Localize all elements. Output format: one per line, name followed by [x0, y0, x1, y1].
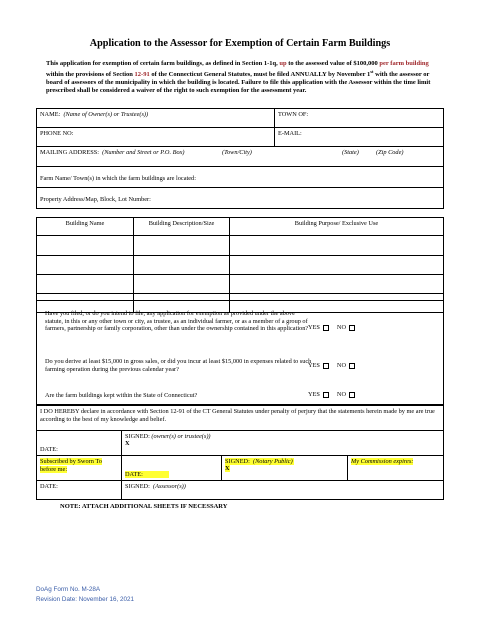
farm-name-label: Farm Name/ Town(s) in which the farm buildings are located: [40, 175, 196, 182]
building-cell[interactable] [134, 236, 230, 256]
town-city-hint: (Town/City) [222, 149, 252, 156]
owner-date-label: DATE: [40, 446, 58, 453]
q1-yes-checkbox[interactable] [323, 325, 329, 331]
attach-note: NOTE: ATTACH ADDITIONAL SHEETS IF NECESSARY [60, 503, 228, 510]
owner-signed-hint: (owner(s) or trustee(s)) [151, 433, 211, 440]
question-2-text: Do you derive at least $15,000 in gross sales, or did you incur at least $15,000 in expenses related to such farming operation during the previous calendar year? [45, 358, 312, 373]
questions-block [36, 300, 444, 405]
email-label: E-MAIL: [278, 130, 302, 137]
q3-yes-checkbox[interactable] [323, 392, 329, 398]
building-cell[interactable] [230, 256, 444, 275]
town-label: TOWN OF: [278, 111, 309, 118]
question-3-answers [308, 391, 363, 398]
intro-paragraph [46, 60, 441, 96]
owner-info-table [36, 108, 444, 209]
assessor-signed-label: SIGNED: [125, 483, 150, 490]
q3-no-label: NO [336, 391, 347, 398]
phone-label: PHONE NO: [40, 130, 74, 137]
building-cell[interactable] [37, 236, 134, 256]
state-hint: (State) [342, 149, 359, 156]
question-1-text: Have you filed, or do you intend to file, any application for exemption as provided under the above statute, in this or any other town or city, as trustee, as an individual farmer, or as a member of a group of farmers, partnership or family corporation, other than under the ownership contained in this application? [45, 310, 309, 333]
intro-text-5: with the assessor or board of assessors of the municipality in which the building is located. Failure to file this application with the Assessor within the time limit prescribed shall be considered a waiver of the right to such exemption for the assessment year. [46, 71, 431, 95]
q2-no-checkbox[interactable] [349, 363, 355, 369]
intro-section: 12-91 [134, 71, 150, 79]
form-number: DoAg Form No. M-28A [36, 586, 101, 593]
name-label: NAME: [40, 111, 61, 118]
notary-date-label: DATE: [125, 471, 169, 478]
declaration-table [36, 405, 444, 500]
owner-x-mark: X [125, 440, 130, 447]
owner-date-field[interactable] [37, 431, 122, 456]
intro-sup: st [370, 69, 374, 75]
mailing-address-field[interactable] [37, 147, 444, 167]
sworn-label: Subscribed by Sworn To before me: [40, 458, 102, 473]
q1-yes-label: YES [308, 324, 320, 331]
property-address-field[interactable] [37, 188, 444, 209]
header-building-name: Building Name [37, 218, 134, 236]
intro-per-farm-building: per farm building [379, 60, 429, 67]
intro-text-4: of the Connecticut General Statutes, must be filed ANNUALLY by November 1 [149, 71, 371, 79]
intro-text-2: to the assessed value of $100,000 [286, 60, 380, 67]
building-cell[interactable] [37, 256, 134, 275]
q2-yes-checkbox[interactable] [323, 363, 329, 369]
q2-yes-label: YES [308, 362, 320, 369]
q3-yes-label: YES [308, 391, 320, 398]
q2-no-label: NO [336, 362, 347, 369]
question-2-answers [308, 362, 363, 369]
notary-signed-label: SIGNED: [225, 458, 250, 465]
building-cell[interactable] [134, 275, 230, 294]
intro-up: up [279, 60, 287, 67]
phone-field[interactable] [37, 128, 275, 147]
notary-signature-field[interactable] [222, 456, 348, 481]
commission-label: My Commission expires: [351, 458, 414, 465]
owner-signed-label: SIGNED: [125, 433, 150, 440]
name-field[interactable] [37, 109, 275, 128]
q3-no-checkbox[interactable] [349, 392, 355, 398]
commission-field[interactable] [348, 456, 444, 481]
zip-hint: (Zip Code) [376, 149, 404, 156]
header-building-description: Building Description/Size [134, 218, 230, 236]
owner-signature-field[interactable] [122, 431, 444, 456]
intro-text-1: This application for exemption of certain farm buildings, as defined in Section 1-1q, [46, 60, 280, 67]
assessor-signature-field[interactable] [122, 481, 444, 500]
notary-date-field[interactable] [122, 456, 222, 481]
building-cell[interactable] [230, 275, 444, 294]
assessor-date-label: DATE: [40, 483, 58, 490]
email-field[interactable] [275, 128, 444, 147]
declaration-text: I DO HEREBY declare in accordance with Section 12-91 of the CT General Statutes under penalty of perjury that the statements herein made by me are true according to the best of my knowledge and belief. [37, 406, 444, 431]
q1-no-label: NO [336, 324, 347, 331]
question-3-text: Are the farm buildings kept within the State of Connecticut? [45, 392, 198, 399]
notary-hint: (Notary Public) [253, 458, 293, 465]
assessor-hint: (Assessor(s)) [153, 483, 186, 490]
q1-no-checkbox[interactable] [349, 325, 355, 331]
question-1-answers [308, 324, 363, 331]
revision-date: Revision Date: November 16, 2021 [36, 596, 135, 603]
mailing-hint: (Number and Street or P.O. Box) [102, 149, 185, 156]
buildings-table [36, 217, 444, 313]
header-building-purpose: Building Purpose/ Exclusive Use [230, 218, 444, 236]
assessor-date-field[interactable] [37, 481, 122, 500]
notary-x-mark: X [225, 465, 230, 472]
form-title: Application to the Assessor for Exemption of Certain Farm Buildings [89, 38, 391, 49]
mailing-label: MAILING ADDRESS: [40, 149, 99, 156]
building-cell[interactable] [134, 256, 230, 275]
building-cell[interactable] [37, 275, 134, 294]
building-cell[interactable] [230, 236, 444, 256]
town-field[interactable] [275, 109, 444, 128]
property-label: Property Address/Map, Block, Lot Number: [40, 196, 151, 203]
name-hint: (Name of Owner(s) or Trustee(s)) [63, 111, 149, 118]
intro-text-3: within the provisions of Section [46, 71, 135, 79]
farm-name-field[interactable] [37, 167, 444, 188]
sworn-cell [37, 456, 122, 481]
